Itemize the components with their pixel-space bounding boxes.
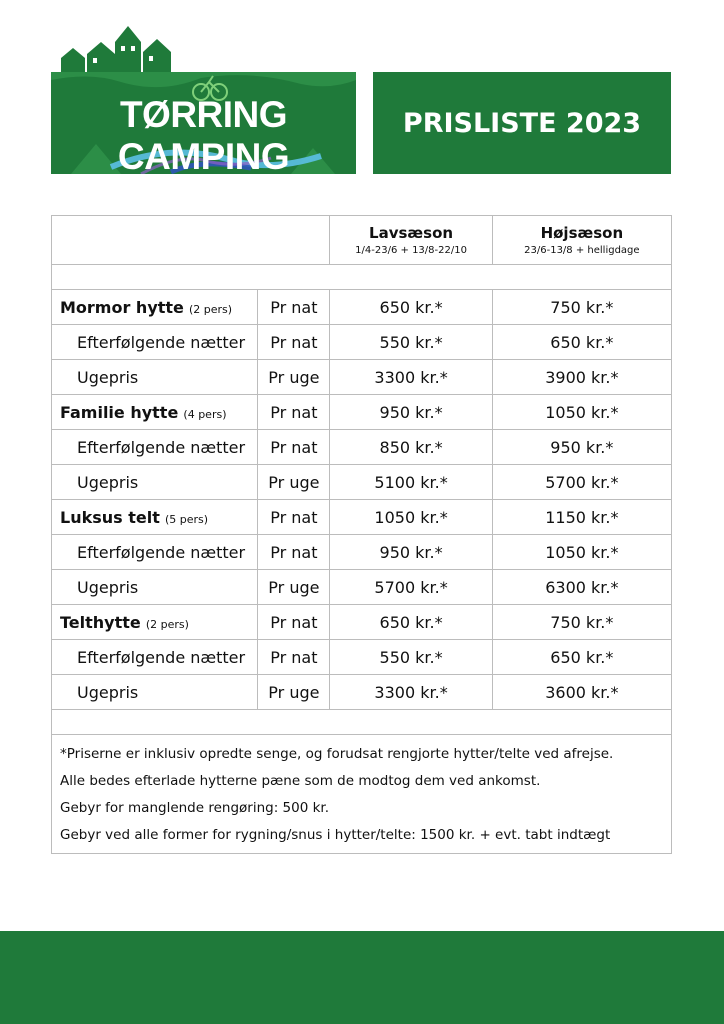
price-row bbox=[52, 290, 672, 325]
unit-cell: Pr uge bbox=[258, 570, 330, 605]
low-season-price: 5700 kr.* bbox=[330, 570, 492, 605]
sub-item-cell bbox=[52, 465, 258, 500]
unit-cell: Pr nat bbox=[258, 325, 330, 360]
unit-cell: Pr nat bbox=[258, 290, 330, 325]
sub-item-name: Efterfølgende nætter bbox=[77, 542, 246, 562]
price-row bbox=[52, 640, 672, 675]
spacer-row bbox=[52, 710, 672, 735]
high-season-price: 1150 kr.* bbox=[492, 500, 671, 535]
sub-item-cell bbox=[52, 360, 258, 395]
high-season-price: 650 kr.* bbox=[492, 640, 671, 675]
season-header-row bbox=[52, 216, 672, 265]
unit-cell: Pr nat bbox=[258, 430, 330, 465]
price-row bbox=[52, 500, 672, 535]
logo-text: TØRRING CAMPING bbox=[117, 94, 290, 174]
category-cell bbox=[52, 605, 258, 640]
unit-cell: Pr nat bbox=[258, 395, 330, 430]
sub-item-cell bbox=[52, 430, 258, 465]
season-low-header bbox=[330, 216, 492, 265]
category-persons: (5 pers) bbox=[164, 512, 209, 526]
note-line: *Priserne er inklusiv opredte senge, og forudsat rengjorte hytter/telte ved afrejse. bbox=[60, 746, 614, 762]
high-season-price: 750 kr.* bbox=[492, 290, 671, 325]
category-name: Telthytte bbox=[60, 612, 141, 632]
high-season-price: 3900 kr.* bbox=[492, 360, 671, 395]
sub-item-cell bbox=[52, 325, 258, 360]
price-row bbox=[52, 570, 672, 605]
price-row bbox=[52, 325, 672, 360]
price-row bbox=[52, 465, 672, 500]
season-low-range: 1/4-23/6 + 13/8-22/10 bbox=[355, 245, 467, 256]
sub-item-name: Efterfølgende nætter bbox=[77, 437, 246, 457]
high-season-price: 5700 kr.* bbox=[492, 465, 671, 500]
high-season-price: 750 kr.* bbox=[492, 605, 671, 640]
price-row bbox=[52, 430, 672, 465]
season-high-name: Højsæson bbox=[540, 224, 624, 242]
low-season-price: 650 kr.* bbox=[330, 605, 492, 640]
high-season-price: 650 kr.* bbox=[492, 325, 671, 360]
low-season-price: 550 kr.* bbox=[330, 640, 492, 675]
sub-item-cell bbox=[52, 640, 258, 675]
low-season-price: 850 kr.* bbox=[330, 430, 492, 465]
unit-cell: Pr nat bbox=[258, 535, 330, 570]
unit-cell: Pr uge bbox=[258, 675, 330, 710]
price-row bbox=[52, 395, 672, 430]
sub-item-name: Efterfølgende nætter bbox=[77, 332, 246, 352]
unit-cell: Pr uge bbox=[258, 360, 330, 395]
sub-item-name: Ugepris bbox=[77, 577, 139, 597]
category-name: Mormor hytte bbox=[60, 297, 184, 317]
footer-bar bbox=[0, 931, 724, 1024]
spacer-row bbox=[52, 265, 672, 290]
low-season-price: 650 kr.* bbox=[330, 290, 492, 325]
price-row bbox=[52, 605, 672, 640]
high-season-price: 3600 kr.* bbox=[492, 675, 671, 710]
sub-item-name: Ugepris bbox=[77, 367, 139, 387]
category-persons: (4 pers) bbox=[183, 407, 227, 421]
note-line: Gebyr for manglende rengøring: 500 kr. bbox=[60, 800, 330, 816]
unit-cell: Pr nat bbox=[258, 605, 330, 640]
sub-item-cell bbox=[52, 535, 258, 570]
season-high-header bbox=[492, 216, 671, 265]
season-high-range: 23/6-13/8 + helligdage bbox=[524, 245, 640, 256]
notes-cell bbox=[52, 735, 672, 854]
low-season-price: 1050 kr.* bbox=[330, 500, 492, 535]
sub-item-cell bbox=[52, 675, 258, 710]
category-cell bbox=[52, 395, 258, 430]
low-season-price: 950 kr.* bbox=[330, 395, 492, 430]
title-box bbox=[373, 72, 671, 174]
low-season-price: 5100 kr.* bbox=[330, 465, 492, 500]
sub-item-name: Efterfølgende nætter bbox=[77, 647, 246, 667]
category-name: Luksus telt bbox=[60, 507, 160, 527]
price-table bbox=[51, 215, 672, 854]
sub-item-name: Ugepris bbox=[77, 472, 139, 492]
price-row bbox=[52, 675, 672, 710]
category-cell bbox=[52, 500, 258, 535]
high-season-price: 950 kr.* bbox=[492, 430, 671, 465]
logo-banner bbox=[51, 72, 356, 174]
spacer-cell bbox=[52, 710, 672, 735]
category-persons: (2 pers) bbox=[145, 617, 189, 631]
unit-cell: Pr uge bbox=[258, 465, 330, 500]
category-name: Familie hytte bbox=[60, 402, 179, 422]
page-title: PRISLISTE 2023 bbox=[402, 107, 642, 139]
note-line: Gebyr ved alle former for rygning/snus i hytter/telte: 1500 kr. + evt. tabt indtægt bbox=[60, 827, 611, 843]
high-season-price: 6300 kr.* bbox=[492, 570, 671, 605]
torring-camping-logo bbox=[51, 22, 356, 174]
low-season-price: 950 kr.* bbox=[330, 535, 492, 570]
low-season-price: 3300 kr.* bbox=[330, 360, 492, 395]
high-season-price: 1050 kr.* bbox=[492, 395, 671, 430]
high-season-price: 1050 kr.* bbox=[492, 535, 671, 570]
low-season-price: 550 kr.* bbox=[330, 325, 492, 360]
notes-row bbox=[52, 735, 672, 854]
price-row bbox=[52, 535, 672, 570]
note-line: Alle bedes efterlade hytterne pæne som de modtog dem ved ankomst. bbox=[60, 773, 541, 789]
sub-item-cell bbox=[52, 570, 258, 605]
unit-cell: Pr nat bbox=[258, 640, 330, 675]
house-silhouettes-icon bbox=[51, 22, 356, 74]
season-low-name: Lavsæson bbox=[369, 224, 454, 242]
sub-item-name: Ugepris bbox=[77, 682, 139, 702]
unit-cell: Pr nat bbox=[258, 500, 330, 535]
category-cell bbox=[52, 290, 258, 325]
low-season-price: 3300 kr.* bbox=[330, 675, 492, 710]
price-row bbox=[52, 360, 672, 395]
category-persons: (2 pers) bbox=[189, 302, 233, 316]
header-empty-cell bbox=[52, 216, 330, 265]
